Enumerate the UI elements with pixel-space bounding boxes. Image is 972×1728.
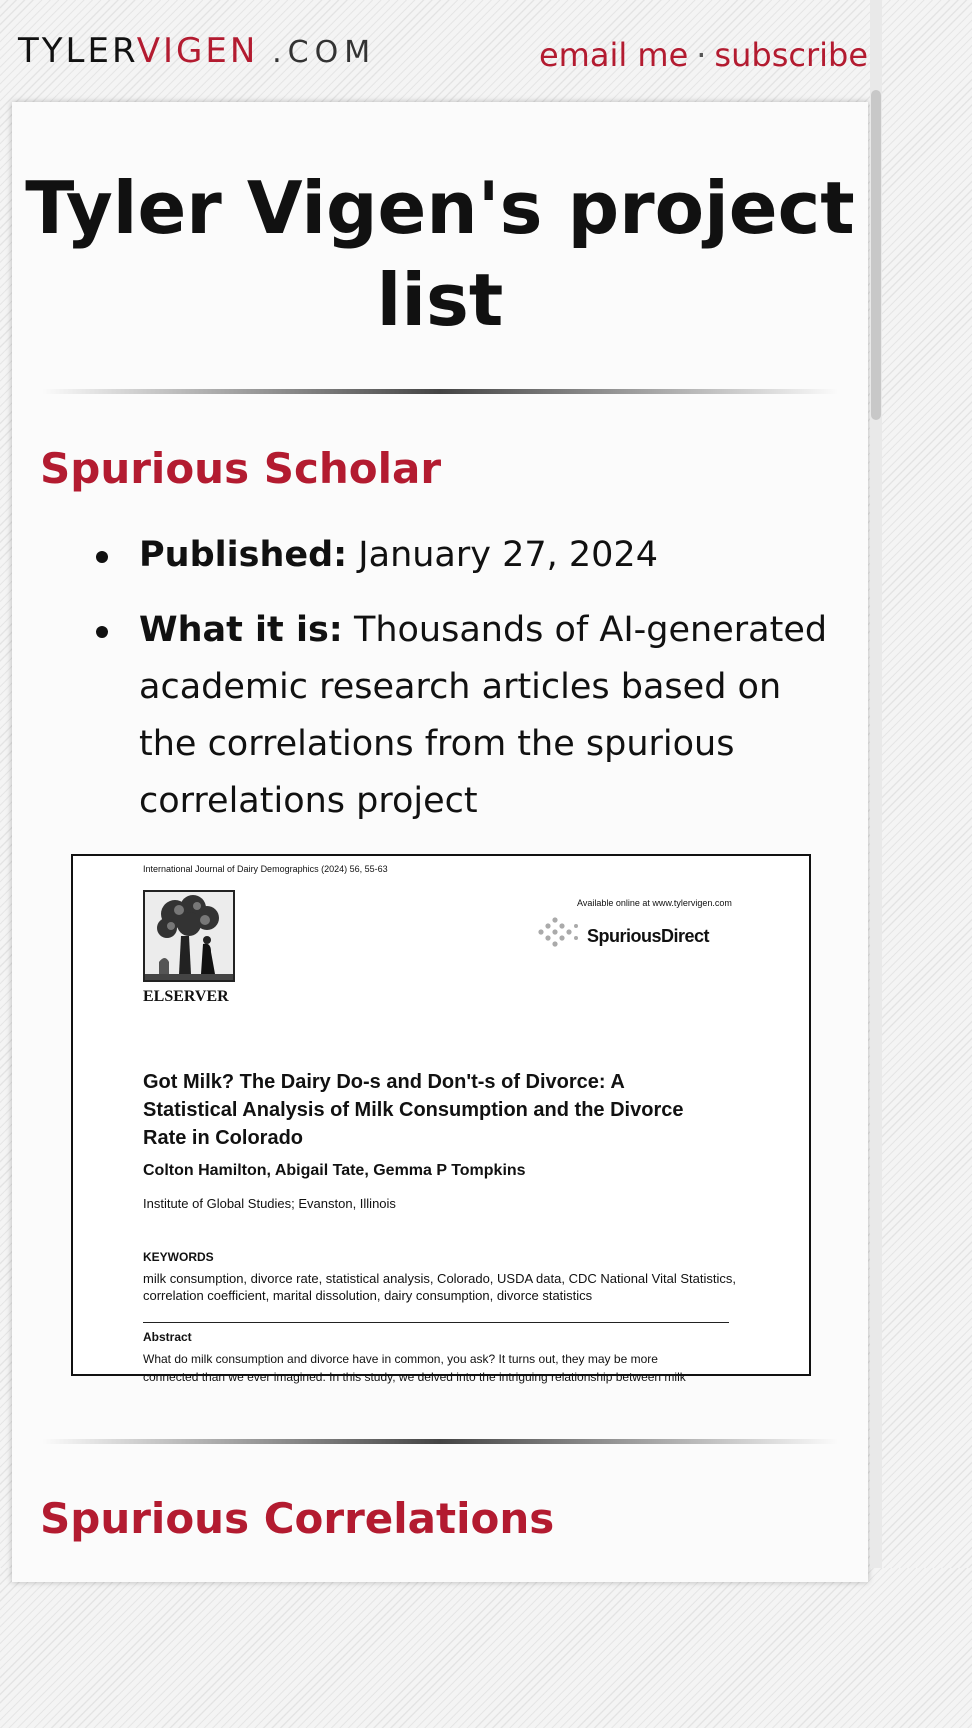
published-value: January 27, 2024 xyxy=(358,535,658,575)
section-title-spurious-scholar[interactable]: Spurious Scholar xyxy=(40,444,442,493)
keywords-text: milk consumption, divorce rate, statistical analysis, Colorado, USDA data, CDC National Vital Statistics, correlation coefficient, marital dissolution, dairy consumption, divorce statistics xyxy=(143,1271,736,1303)
available-online-text: Available online at www.tylervigen.com xyxy=(577,898,732,908)
site-logo[interactable] xyxy=(18,26,448,76)
abstract-heading: Abstract xyxy=(143,1330,192,1344)
paper-authors: Colton Hamilton, Abigail Tate, Gemma P Tompkins xyxy=(143,1162,526,1179)
paper-rule xyxy=(143,1322,729,1323)
logo-part-vigen: VIGEN xyxy=(136,31,259,71)
description-item xyxy=(92,602,832,830)
logo-wordmark xyxy=(18,31,376,71)
logo-part-tyler: TYLER xyxy=(18,31,137,71)
scrollbar-thumb[interactable] xyxy=(871,90,881,420)
published-label: Published: xyxy=(139,535,348,575)
top-bar xyxy=(0,0,882,100)
paper-title: Got Milk? The Dairy Do-s and Don't-s of Divorce: A Statistical Analysis of Milk Consumption and the Divorce Rate in Colorado xyxy=(143,1071,684,1149)
section-title-spurious-correlations[interactable]: Spurious Correlations xyxy=(40,1494,555,1543)
keywords-heading: KEYWORDS xyxy=(143,1250,214,1264)
journal-citation: International Journal of Dairy Demographics (2024) 56, 55-63 xyxy=(143,864,388,874)
paper-institution: Institute of Global Studies; Evanston, Illinois xyxy=(143,1196,396,1211)
email-me-link[interactable]: email me xyxy=(538,36,689,74)
what-it-is-value: Thousands of AI-generated academic research articles based on the correlations from the spurious correlations project xyxy=(139,610,828,821)
page-scrollbar[interactable] xyxy=(870,0,882,1568)
logo-part-com: .COM xyxy=(272,35,377,70)
section-divider xyxy=(42,1439,838,1444)
abstract-text: What do milk consumption and divorce have in common, you ask? It turns out, they may be more connected than we ever imagined. In this study, we delved into the intriguing relationship between milk xyxy=(143,1352,686,1384)
publisher-name: ELSERVER xyxy=(143,988,229,1005)
published-item xyxy=(92,527,832,584)
content-card xyxy=(12,102,868,1582)
subscribe-link[interactable]: subscribe xyxy=(714,36,868,74)
page-title: Tyler Vigen's project list xyxy=(25,166,855,342)
nav-separator: · xyxy=(696,36,707,74)
paper-preview-image[interactable] xyxy=(71,854,811,1384)
section-divider xyxy=(42,389,838,394)
tree-woodcut-icon xyxy=(143,890,235,982)
project-details-list xyxy=(92,527,832,848)
top-nav xyxy=(539,36,868,74)
spurious-direct-brand: SpuriousDirect xyxy=(587,926,710,946)
what-it-is-label: What it is: xyxy=(139,610,343,650)
